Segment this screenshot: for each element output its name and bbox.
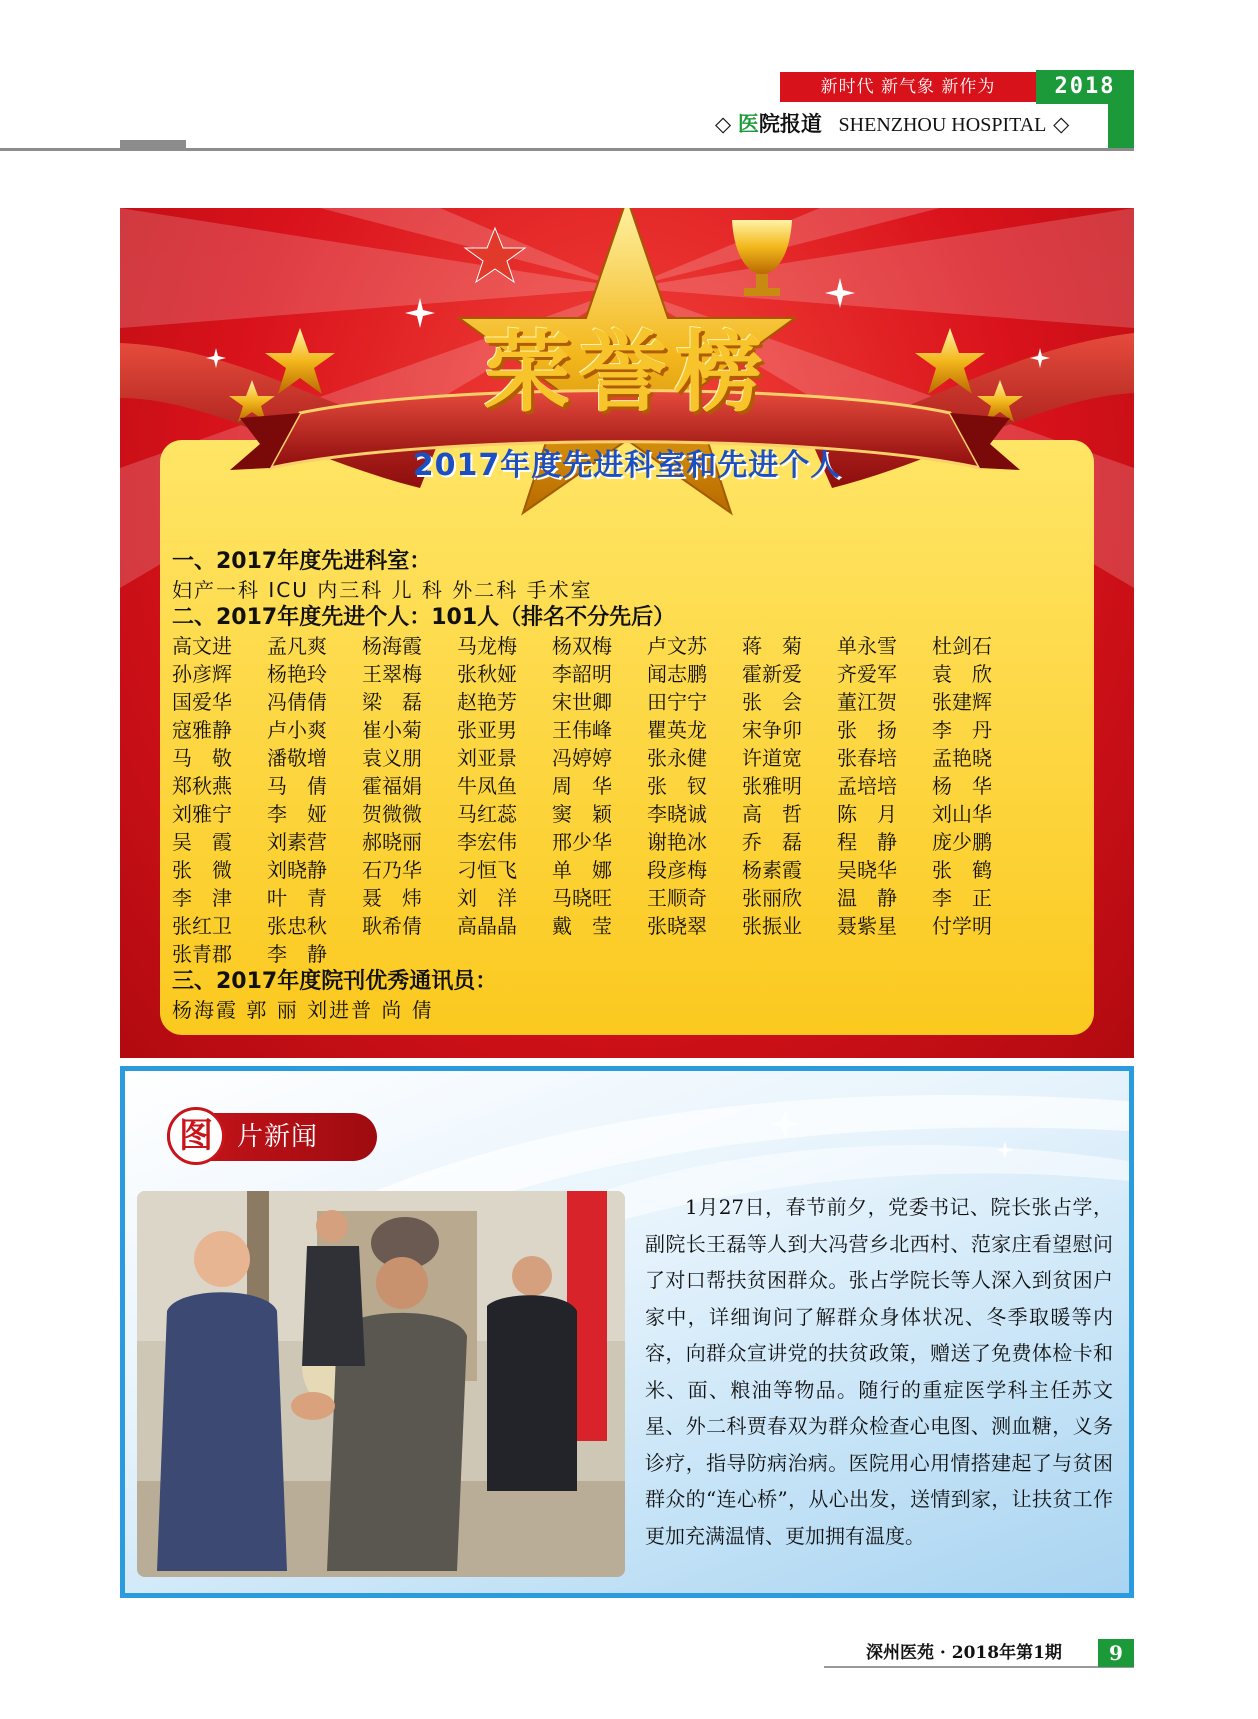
- individual-name: 孟培培: [837, 774, 897, 798]
- individual-name: 冯婷婷: [552, 746, 612, 770]
- individual-name: 孟凡爽: [267, 634, 327, 658]
- individual-name: 聂 炜: [362, 886, 422, 910]
- individual-name: 张忠秋: [267, 914, 327, 938]
- individual-name: 张雅明: [742, 774, 802, 798]
- header-year: 2018: [1036, 70, 1134, 104]
- section-heading-departments: 一、2017年度先进科室：: [172, 549, 432, 574]
- individual-name: 李晓诚: [647, 802, 707, 826]
- advanced-departments-list: 妇产一科 ICU 内三科 儿 科 外二科 手术室: [172, 578, 593, 602]
- individual-name: 聂紫星: [837, 914, 897, 938]
- individual-name: 张晓翠: [647, 914, 707, 938]
- individual-name: 马 敬: [172, 746, 232, 770]
- individual-name: 邢少华: [552, 830, 612, 854]
- individual-name: 张振业: [742, 914, 802, 938]
- individual-name: 赵艳芳: [457, 690, 517, 714]
- advanced-individuals-grid: [172, 632, 1072, 968]
- individual-name: 宋世卿: [552, 690, 612, 714]
- page-number: 9: [1098, 1639, 1134, 1667]
- individual-name: 刁恒飞: [457, 858, 517, 882]
- individual-name: 张 会: [742, 690, 802, 714]
- individual-name: 温 静: [837, 886, 897, 910]
- individual-name: 高晶晶: [457, 914, 517, 938]
- individual-name: 孙彦辉: [172, 662, 232, 686]
- individual-name: 刘素营: [267, 830, 327, 854]
- individual-name: 李 津: [172, 886, 232, 910]
- individual-name: 程 静: [837, 830, 897, 854]
- individual-name: 谢艳冰: [647, 830, 707, 854]
- individual-name: 王顺奇: [647, 886, 707, 910]
- individual-name: 张 鹤: [932, 858, 992, 882]
- individual-name: 刘晓静: [267, 858, 327, 882]
- individual-name: 张春培: [837, 746, 897, 770]
- individual-name: 宋争卯: [742, 718, 802, 742]
- news-article-text: 1月27日，春节前夕，党委书记、院长张占学，副院长王磊等人到大冯营乡北西村、范家庄看望慰问了对口帮扶贫困群众。张占学院长等人深入到贫困户家中，详细询问了解群众身体状况、冬季取暖等内容，向群众宣讲党的扶贫政策，赠送了免费体检卡和米、面、粮油等物品。随行的重症医学科主任苏文星、外二科贾春双为群众检查心电图、测血糖，义务诊疗，指导防病治病。医院用心用情搭建起了与贫困群众的“连心桥”，从心出发，送情到家，让扶贫工作更加充满温情、更加拥有温度。: [645, 1195, 1113, 1548]
- individual-name: 刘雅宁: [172, 802, 232, 826]
- individual-name: 李 娅: [267, 802, 327, 826]
- individual-name: 叶 青: [267, 886, 327, 910]
- individual-name: 张 扬: [837, 718, 897, 742]
- individual-name: 戴 莹: [552, 914, 612, 938]
- individual-name: 瞿英龙: [647, 718, 707, 742]
- individual-name: 张 微: [172, 858, 232, 882]
- individual-name: 董江贺: [837, 690, 897, 714]
- individual-name: 张丽欣: [742, 886, 802, 910]
- honor-roll-subtitle: 2017年度先进科室和先进个人: [412, 448, 842, 483]
- individual-name: 李 正: [932, 886, 992, 910]
- footer-rule: [824, 1666, 1134, 1668]
- individual-name: 卢小爽: [267, 718, 327, 742]
- diamond-icon: ◇: [1053, 112, 1070, 136]
- individual-name: 田宁宁: [647, 690, 707, 714]
- individual-name: 杜剑石: [932, 634, 992, 658]
- individual-name: 袁义朋: [362, 746, 422, 770]
- individual-name: 张永健: [647, 746, 707, 770]
- individual-name: 李 静: [267, 942, 327, 966]
- individual-name: 杨素霞: [742, 858, 802, 882]
- individual-name: 牛凤鱼: [457, 774, 517, 798]
- individual-name: 许道宽: [742, 746, 802, 770]
- individual-name: 窦 颖: [552, 802, 612, 826]
- individual-name: 杨艳玲: [267, 662, 327, 686]
- individual-name: 郑秋燕: [172, 774, 232, 798]
- individual-name: 付学明: [932, 914, 992, 938]
- photo-news-badge-text: 片新闻: [237, 1122, 319, 1152]
- photo-news-panel: [120, 1066, 1134, 1598]
- individual-name: 王翠梅: [362, 662, 422, 686]
- individual-name: 单永雪: [837, 634, 897, 658]
- section-title-rest: 院报道: [758, 112, 822, 136]
- individual-name: 孟艳晓: [932, 746, 992, 770]
- individual-name: 国爱华: [172, 690, 232, 714]
- individual-name: 寇雅静: [172, 718, 232, 742]
- photo-news-badge-char: 图: [167, 1107, 225, 1165]
- section-heading-individuals: 二、2017年度先进个人：101人（排名不分先后）: [172, 605, 676, 630]
- individual-name: 段彦梅: [647, 858, 707, 882]
- header-rule: [0, 148, 1134, 151]
- individual-name: 张秋娅: [457, 662, 517, 686]
- correspondents-list: 杨海霞 郭 丽 刘进普 尚 倩: [172, 998, 434, 1022]
- news-photo: [137, 1191, 625, 1577]
- individual-name: 张红卫: [172, 914, 232, 938]
- individual-name: 张亚男: [457, 718, 517, 742]
- honor-roll-panel: [120, 208, 1134, 1058]
- individual-name: 袁 欣: [932, 662, 992, 686]
- header-slogan: 新时代 新气象 新作为: [780, 72, 1036, 102]
- news-photo-image: [137, 1191, 625, 1577]
- individual-name: 霍福娟: [362, 774, 422, 798]
- individual-name: 吴 霞: [172, 830, 232, 854]
- section-title-en: SHENZHOU HOSPITAL: [838, 114, 1047, 136]
- section-heading-correspondents: 三、2017年度院刊优秀通讯员：: [172, 969, 498, 994]
- individual-name: 陈 月: [837, 802, 897, 826]
- individual-name: 霍新爱: [742, 662, 802, 686]
- individual-name: 庞少鹏: [932, 830, 992, 854]
- individual-name: 潘敬增: [267, 746, 327, 770]
- individual-name: 高文进: [172, 634, 232, 658]
- individual-name: 马 倩: [267, 774, 327, 798]
- diamond-icon: ◇: [715, 112, 732, 136]
- individual-name: 梁 磊: [362, 690, 422, 714]
- footer-publication: 深州医苑 · 2018年第1期: [866, 1643, 1062, 1663]
- individual-name: 刘亚景: [457, 746, 517, 770]
- individual-name: 杨海霞: [362, 634, 422, 658]
- individual-name: 周 华: [552, 774, 612, 798]
- header-section-title: [715, 108, 1069, 140]
- individual-name: 贺微微: [362, 802, 422, 826]
- individual-name: 李韶明: [552, 662, 612, 686]
- individual-name: 单 娜: [552, 858, 612, 882]
- individual-name: 李 丹: [932, 718, 992, 742]
- individual-name: 高 哲: [742, 802, 802, 826]
- header-rule-tab: [120, 140, 186, 148]
- individual-name: 闻志鹏: [647, 662, 707, 686]
- individual-name: 杨双梅: [552, 634, 612, 658]
- individual-name: 卢文苏: [647, 634, 707, 658]
- individual-name: 张 钗: [647, 774, 707, 798]
- individual-name: 王伟峰: [552, 718, 612, 742]
- individual-name: 乔 磊: [742, 830, 802, 854]
- individual-name: 马红蕊: [457, 802, 517, 826]
- individual-name: 冯倩倩: [267, 690, 327, 714]
- individual-name: 郝晓丽: [362, 830, 422, 854]
- individual-name: 崔小菊: [362, 718, 422, 742]
- individual-name: 刘山华: [932, 802, 992, 826]
- section-title-lead: 医: [737, 112, 759, 136]
- individual-name: 耿希倩: [362, 914, 422, 938]
- individual-name: 李宏伟: [457, 830, 517, 854]
- honor-roll-body: [172, 548, 1072, 1024]
- individual-name: 石乃华: [362, 858, 422, 882]
- honor-roll-title: 荣誉榜: [482, 320, 771, 424]
- individual-name: 齐爱军: [837, 662, 897, 686]
- individual-name: 张青郡: [172, 942, 232, 966]
- individual-name: 马龙梅: [457, 634, 517, 658]
- individual-name: 吴晓华: [837, 858, 897, 882]
- individual-name: 刘 洋: [457, 886, 517, 910]
- individual-name: 杨 华: [932, 774, 992, 798]
- individual-name: 张建辉: [932, 690, 992, 714]
- individual-name: 蒋 菊: [742, 634, 802, 658]
- individual-name: 马晓旺: [552, 886, 612, 910]
